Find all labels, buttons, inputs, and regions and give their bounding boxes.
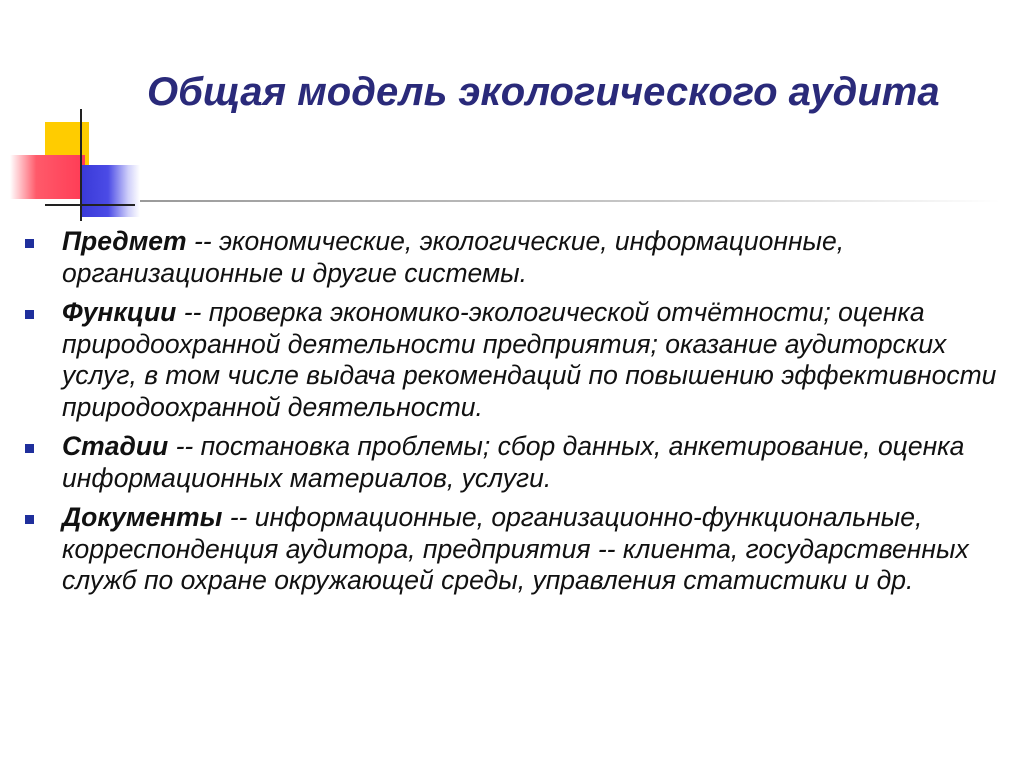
- bullet-text: -- постановка проблемы; сбор данных, анкетирование, оценка информационных материалов, услуги.: [62, 431, 965, 493]
- decorative-squares-logo: [0, 95, 140, 235]
- title-divider: [140, 200, 1000, 202]
- slide-title: Общая модель экологического аудита: [147, 70, 940, 114]
- bullet-item-documents: [22, 502, 1007, 597]
- square-bullet-icon: [25, 239, 34, 248]
- horizontal-line-decoration: [45, 204, 135, 206]
- red-square-decoration: [10, 155, 85, 199]
- bullet-term: Предмет: [62, 226, 187, 256]
- bullet-item-stages: [22, 431, 1007, 494]
- bullet-text: -- проверка экономико-экологической отчётности; оценка природоохранной деятельности предприятия; оказание аудиторских услуг, в том числе выдача рекомендаций по повышению эффективности природоохранной деятельности.: [62, 297, 997, 422]
- bullet-text: -- экономические, экологические, информационные, организационные и другие системы.: [62, 226, 845, 288]
- bullet-list: [22, 226, 1007, 597]
- bullet-term: Функции: [62, 297, 177, 327]
- square-bullet-icon: [25, 515, 34, 524]
- square-bullet-icon: [25, 310, 34, 319]
- bullet-item-functions: [22, 297, 1007, 423]
- slide-body: [22, 226, 1007, 605]
- bullet-item-subject: [22, 226, 1007, 289]
- bullet-term: Документы: [62, 502, 223, 532]
- bullet-text: -- информационные, организационно-функциональные, корреспонденция аудитора, предприятия -- клиента, государственных служб по охране окружающей среды, управления статистики и др.: [62, 502, 969, 595]
- blue-square-decoration: [82, 165, 140, 217]
- bullet-term: Стадии: [62, 431, 169, 461]
- square-bullet-icon: [25, 444, 34, 453]
